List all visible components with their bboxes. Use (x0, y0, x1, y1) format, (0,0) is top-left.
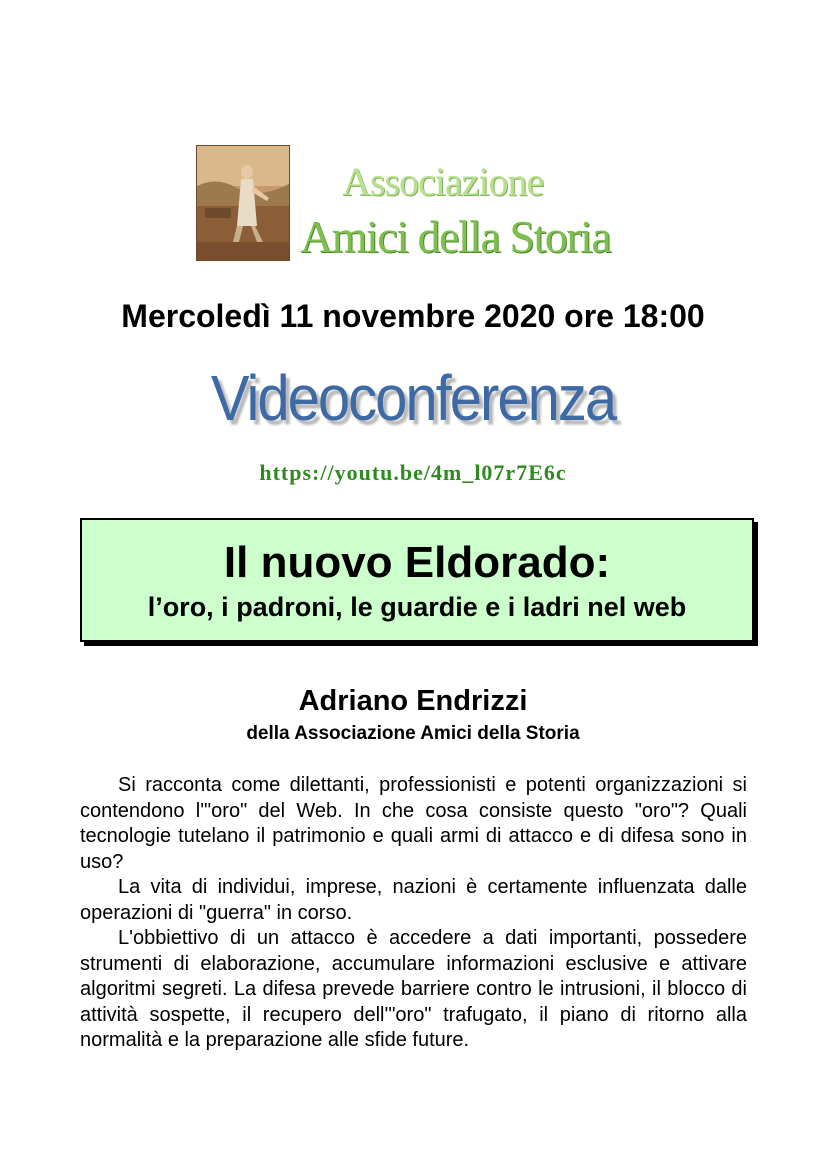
description-paragraph: L'obbiettivo di un attacco è accedere a dati importanti, possedere strumenti di elaborazione, accumulare informazioni esclusive e attivare algoritmi segreti. La difesa prevede barriere contro le intrusioni, il blocco di attività sospette, il recupero dell'"oro" trafugato, il piano di ritorno alla normalità e la preparazione alle sfide future. (80, 927, 747, 1051)
event-date: Mercoledì 11 novembre 2020 ore 18:00 (121, 298, 705, 334)
talk-title-box (80, 518, 754, 642)
talk-title: Il nuovo Eldorado: (223, 538, 611, 587)
talk-subtitle: l’oro, i padroni, le guardie e i ladri nel web (147, 592, 687, 622)
speaker-name: Adriano Endrizzi (298, 685, 528, 717)
description-paragraph: Si racconta come dilettanti, professionisti e potenti organizzazioni si contendono l'"oro" del Web. In che cosa consiste questo "oro"? Quali tecnologie tutelano il patrimonio e quali armi di attacco e di difesa sono in uso? (80, 774, 747, 873)
stream-link[interactable]: https://youtu.be/4m_l07r7E6c (259, 460, 567, 485)
description-paragraph: La vita di individui, imprese, nazioni è certamente influenzata dalle operazioni di "guerra" in corso. (80, 876, 747, 924)
association-name-line1: Associazione (342, 159, 544, 204)
speaker-affiliation: della Associazione Amici della Storia (246, 723, 580, 744)
event-format-heading: Videoconferenza (210, 362, 616, 435)
association-logo-painting (196, 145, 290, 261)
talk-description (80, 773, 747, 1054)
association-name-line2: Amici della Storia (300, 211, 611, 262)
